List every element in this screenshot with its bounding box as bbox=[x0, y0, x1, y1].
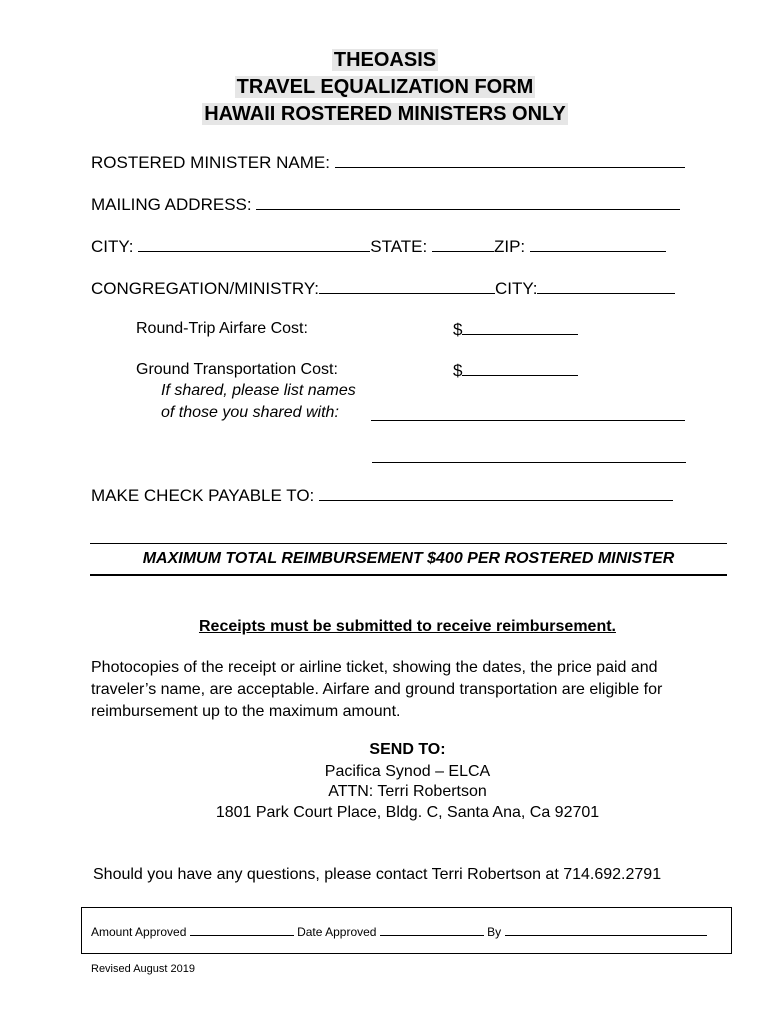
photocopies-paragraph-line-2: traveler’s name, are acceptable. Airfare and ground transportation are eligible for bbox=[91, 681, 663, 698]
approved-by-label: By bbox=[487, 925, 502, 939]
approval-box bbox=[81, 907, 732, 954]
airfare-label: Round-Trip Airfare Cost: bbox=[136, 320, 308, 337]
ground-currency: $ bbox=[453, 361, 463, 380]
date-approved-label: Date Approved bbox=[297, 925, 377, 939]
state-field[interactable] bbox=[432, 235, 494, 252]
city-field[interactable] bbox=[138, 235, 370, 252]
photocopies-paragraph-line-3: reimbursement up to the maximum amount. bbox=[91, 703, 401, 720]
send-to-address: 1801 Park Court Place, Bldg. C, Santa Ana, Ca 92701 bbox=[215, 804, 600, 821]
receipts-notice: Receipts must be submitted to receive reimbursement. bbox=[198, 618, 616, 635]
zip-label: ZIP: bbox=[493, 237, 526, 256]
ground-cost-field[interactable] bbox=[462, 359, 578, 376]
amount-approved-field[interactable] bbox=[190, 925, 294, 936]
mailing-address-field[interactable] bbox=[256, 193, 680, 210]
mailing-address-row bbox=[91, 193, 680, 216]
contact-line: Should you have any questions, please contact Terri Robertson at 714.692.2791 bbox=[93, 866, 662, 883]
send-to-attn: ATTN: Terri Robertson bbox=[328, 783, 487, 800]
amount-approved-label: Amount Approved bbox=[91, 925, 187, 939]
congregation-field[interactable] bbox=[319, 277, 495, 294]
shared-with-field-1[interactable] bbox=[371, 404, 685, 421]
congregation-city-field[interactable] bbox=[537, 277, 675, 294]
minister-name-label: ROSTERED MINISTER NAME: bbox=[91, 153, 330, 172]
form-title: TRAVEL EQUALIZATION FORM bbox=[236, 76, 534, 98]
date-approved-field[interactable] bbox=[380, 925, 484, 936]
send-to-heading: SEND TO: bbox=[369, 741, 446, 758]
revised-date: Revised August 2019 bbox=[91, 963, 195, 975]
approved-by-field[interactable] bbox=[505, 925, 707, 936]
city-label: CITY: bbox=[91, 237, 134, 256]
mailing-address-label: MAILING ADDRESS: bbox=[91, 195, 252, 214]
form-subtitle: HAWAII ROSTERED MINISTERS ONLY bbox=[204, 103, 566, 125]
shared-note-line-1: If shared, please list names bbox=[161, 382, 356, 399]
ground-label: Ground Transportation Cost: bbox=[136, 361, 338, 378]
payable-label: MAKE CHECK PAYABLE TO: bbox=[91, 486, 315, 505]
congregation-row bbox=[91, 277, 675, 300]
payable-field[interactable] bbox=[319, 484, 673, 501]
payable-row bbox=[91, 484, 673, 507]
airfare-currency: $ bbox=[453, 320, 463, 339]
airfare-cost-field[interactable] bbox=[462, 318, 578, 335]
shared-with-field-2[interactable] bbox=[372, 446, 686, 463]
max-reimbursement-banner: MAXIMUM TOTAL REIMBURSEMENT $400 PER ROSTERED MINISTER bbox=[90, 543, 727, 576]
state-label: STATE: bbox=[370, 237, 428, 256]
send-to-org: Pacifica Synod – ELCA bbox=[324, 763, 491, 780]
congregation-city-label: CITY: bbox=[494, 279, 538, 298]
minister-name-row bbox=[91, 151, 685, 174]
minister-name-field[interactable] bbox=[335, 151, 685, 168]
approval-row bbox=[91, 925, 707, 939]
ground-cost-row bbox=[453, 359, 578, 382]
shared-note-line-2: of those you shared with: bbox=[161, 404, 339, 421]
zip-field[interactable] bbox=[530, 235, 666, 252]
city-state-zip-row bbox=[91, 235, 666, 258]
airfare-cost-row bbox=[453, 318, 578, 341]
photocopies-paragraph-line-1: Photocopies of the receipt or airline ticket, showing the dates, the price paid and bbox=[91, 659, 658, 676]
congregation-label: CONGREGATION/MINISTRY: bbox=[91, 279, 319, 298]
form-org-title: THEOASIS bbox=[333, 49, 437, 71]
